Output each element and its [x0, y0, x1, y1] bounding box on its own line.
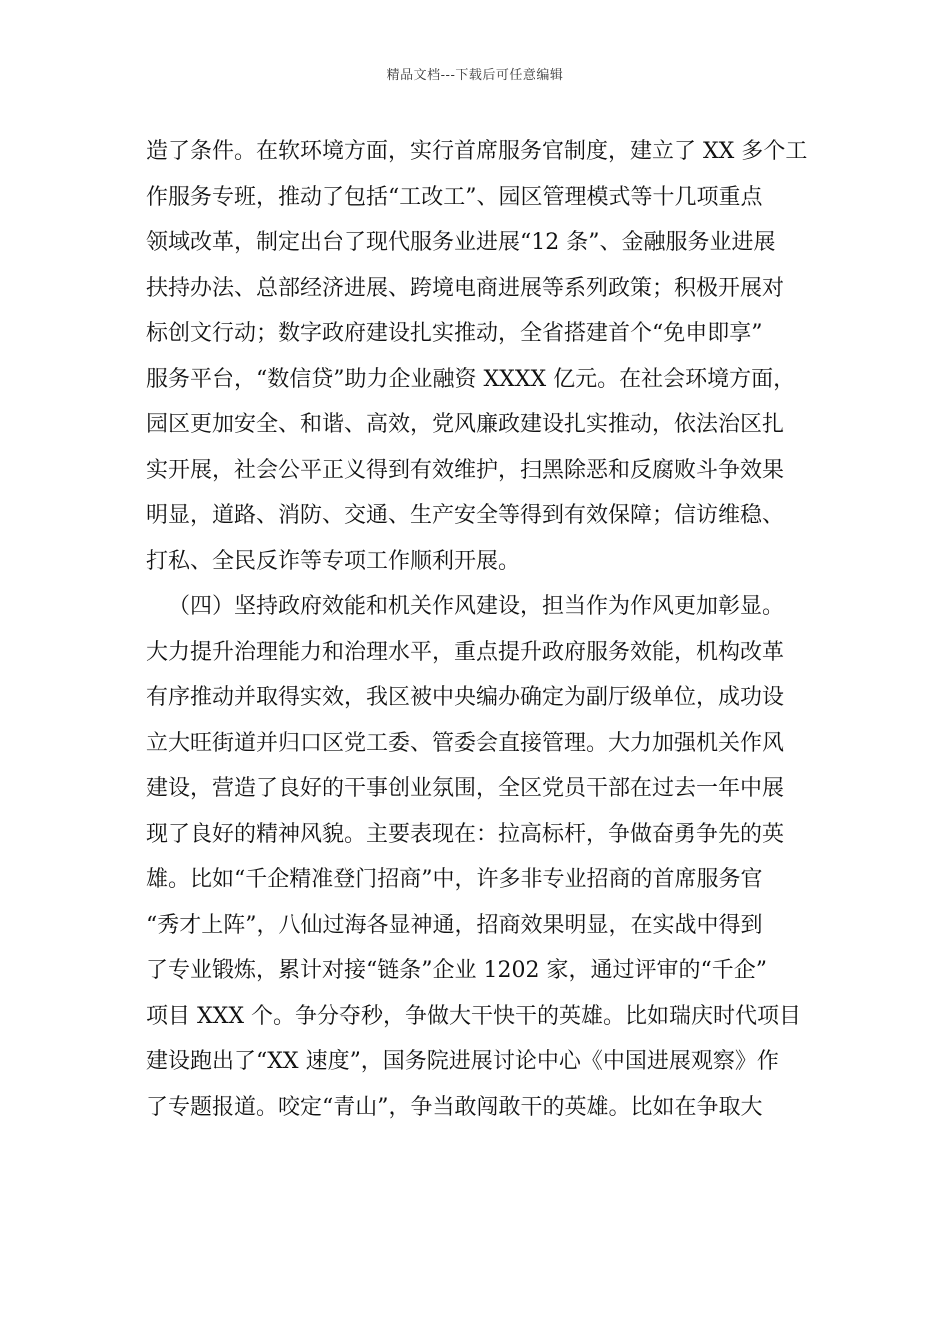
- text-line: 造了条件。在软环境方面，实行首席服务官制度，建立了 XX 多个工: [146, 139, 808, 164]
- text-line: 建设，营造了良好的干事创业氛围，全区党员干部在过去一年中展: [146, 776, 785, 801]
- document-body: [146, 129, 814, 1130]
- text-line: 园区更加安全、和谐、高效，党风廉政建设扎实推动，依法治区扎: [146, 412, 785, 437]
- text-line: 建设跑出了“XX 速度”，国务院进展讨论中心《中国进展观察》作: [146, 1049, 779, 1074]
- section-heading-line: （四）坚持政府效能和机关作风建设，担当作为作风更加彰显。: [168, 594, 785, 619]
- text-line: 标创文行动；数字政府建设扎实推动，全省搭建首个“免申即享”: [146, 321, 763, 346]
- text-line: 服务平台，“数信贷”助力企业融资 XXXX 亿元。在社会环境方面，: [146, 366, 796, 392]
- text-line: 了专业锻炼，累计对接“链条”企业 1202 家，通过评审的“千企”: [146, 958, 767, 983]
- text-line: 立大旺街道并归口区党工委、管委会直接管理。大力加强机关作风: [146, 730, 785, 756]
- text-line: “秀才上阵”，八仙过海各显神通，招商效果明显，在实战中得到: [146, 912, 763, 938]
- text-line: 打私、全民反诈等专项工作顺利开展。: [146, 548, 521, 574]
- text-line: 扶持办法、总部经济进展、跨境电商进展等系列政策；积极开展对: [146, 275, 785, 301]
- text-line: 项目 XXX 个。争分夺秒，争做大干快干的英雄。比如瑞庆时代项目: [146, 1003, 801, 1029]
- text-line: 作服务专班，推动了包括“工改工”、园区管理模式等十几项重点: [146, 184, 763, 210]
- text-line: 现了良好的精神风貌。主要表现在：拉高标杆，争做奋勇争先的英: [146, 821, 785, 847]
- text-line: 有序推动并取得实效，我区被中央编办确定为副厅级单位，成功设: [146, 685, 785, 710]
- text-line: 大力提升治理能力和治理水平，重点提升政府服务效能，机构改革: [146, 639, 785, 665]
- text-line: 实开展，社会公平正义得到有效维护，扫黑除恶和反腐败斗争效果: [146, 457, 785, 483]
- page-header: 精品文档---下载后可任意编辑: [386, 68, 564, 83]
- text-line: 明显，道路、消防、交通、生产安全等得到有效保障；信访维稳、: [146, 503, 785, 528]
- text-line: 雄。比如“千企精准登门招商”中，许多非专业招商的首席服务官: [146, 867, 763, 892]
- text-line: 了专题报道。咬定“青山”，争当敢闯敢干的英雄。比如在争取大: [146, 1094, 763, 1120]
- text-line: 领域改革，制定出台了现代服务业进展“12 条”、金融服务业进展: [146, 230, 776, 255]
